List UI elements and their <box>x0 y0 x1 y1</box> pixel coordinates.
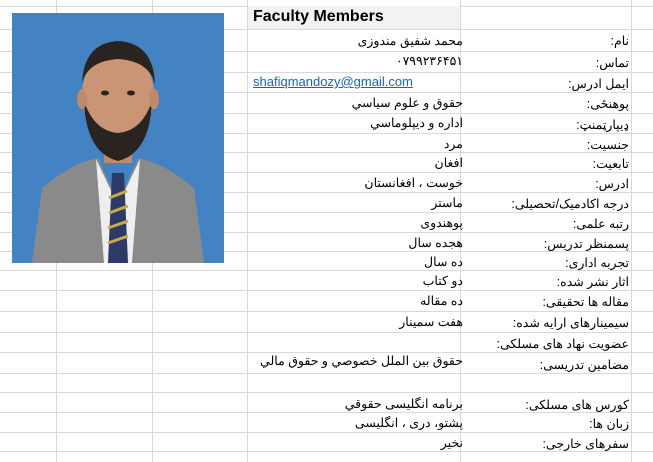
field-label: مقاله ها تحقیقی: <box>542 295 629 309</box>
field-label: پسمنظر تدریس: <box>543 237 629 251</box>
sheet-title: Faculty Members <box>253 8 384 25</box>
field-value[interactable]: هجده سال <box>408 236 463 250</box>
field-label: مضامین تدریسی: <box>539 358 629 372</box>
field-value[interactable]: مرد <box>443 137 463 151</box>
profile-photo[interactable] <box>12 13 224 263</box>
field-value[interactable]: نخیر <box>440 436 463 450</box>
field-label: درجه اکادمیک/تحصیلی: <box>511 197 629 211</box>
field-label: سفرهای خارجی: <box>542 437 629 451</box>
field-value[interactable]: دو کتاب <box>422 274 463 288</box>
field-value[interactable]: ده مقاله <box>420 294 463 308</box>
field-value[interactable]: اداره و ديپلوماسي <box>370 116 463 130</box>
field-label: پوهنځی: <box>586 97 629 111</box>
field-value[interactable]: ماستر <box>431 196 463 210</box>
field-value[interactable]: خوست ، افغانستان <box>364 176 463 190</box>
field-label: سیمینارهای ارایه شده: <box>512 316 629 330</box>
field-value[interactable]: محمد شفیق مندوزی <box>357 34 463 48</box>
field-value[interactable]: ۰۷۹۹۲۳۶۴۵۱ <box>395 54 463 68</box>
email-link[interactable]: shafiqmandozy@gmail.com <box>253 74 413 89</box>
field-label: ډیپارټمنټ: <box>576 118 629 132</box>
field-label: جنسیت: <box>586 138 629 152</box>
field-value[interactable]: برنامه انگلیسی حقوقي <box>344 397 463 411</box>
field-value[interactable]: ده سال <box>424 255 463 269</box>
field-label: ادرس: <box>595 177 629 191</box>
field-label: تابعیت: <box>592 157 629 171</box>
field-label: زبان ها: <box>589 417 629 431</box>
field-label: کورس های مسلکی: <box>525 398 629 412</box>
person-portrait-icon <box>12 13 224 263</box>
field-label: تماس: <box>595 56 629 70</box>
field-value[interactable]: پشتو، دری ، انگلیسی <box>354 416 463 430</box>
field-value[interactable]: حقوق و علوم سیاسي <box>351 96 463 110</box>
field-label: نام: <box>610 34 629 48</box>
field-value[interactable]: هفت سمینار <box>399 315 463 329</box>
field-value[interactable]: پوهندوی <box>420 216 463 230</box>
field-value[interactable]: حقوق بین الملل خصوصي و حقوق مالي <box>260 354 463 368</box>
field-label: ایمل ادرس: <box>568 77 629 91</box>
field-label: رتبه علمی: <box>572 217 629 231</box>
field-label: عضویت نهاد های مسلکی: <box>496 337 629 351</box>
field-value[interactable]: افغان <box>434 156 463 170</box>
field-label: اثار نشر شده: <box>556 275 629 289</box>
field-label: تجربه اداری: <box>565 256 629 270</box>
